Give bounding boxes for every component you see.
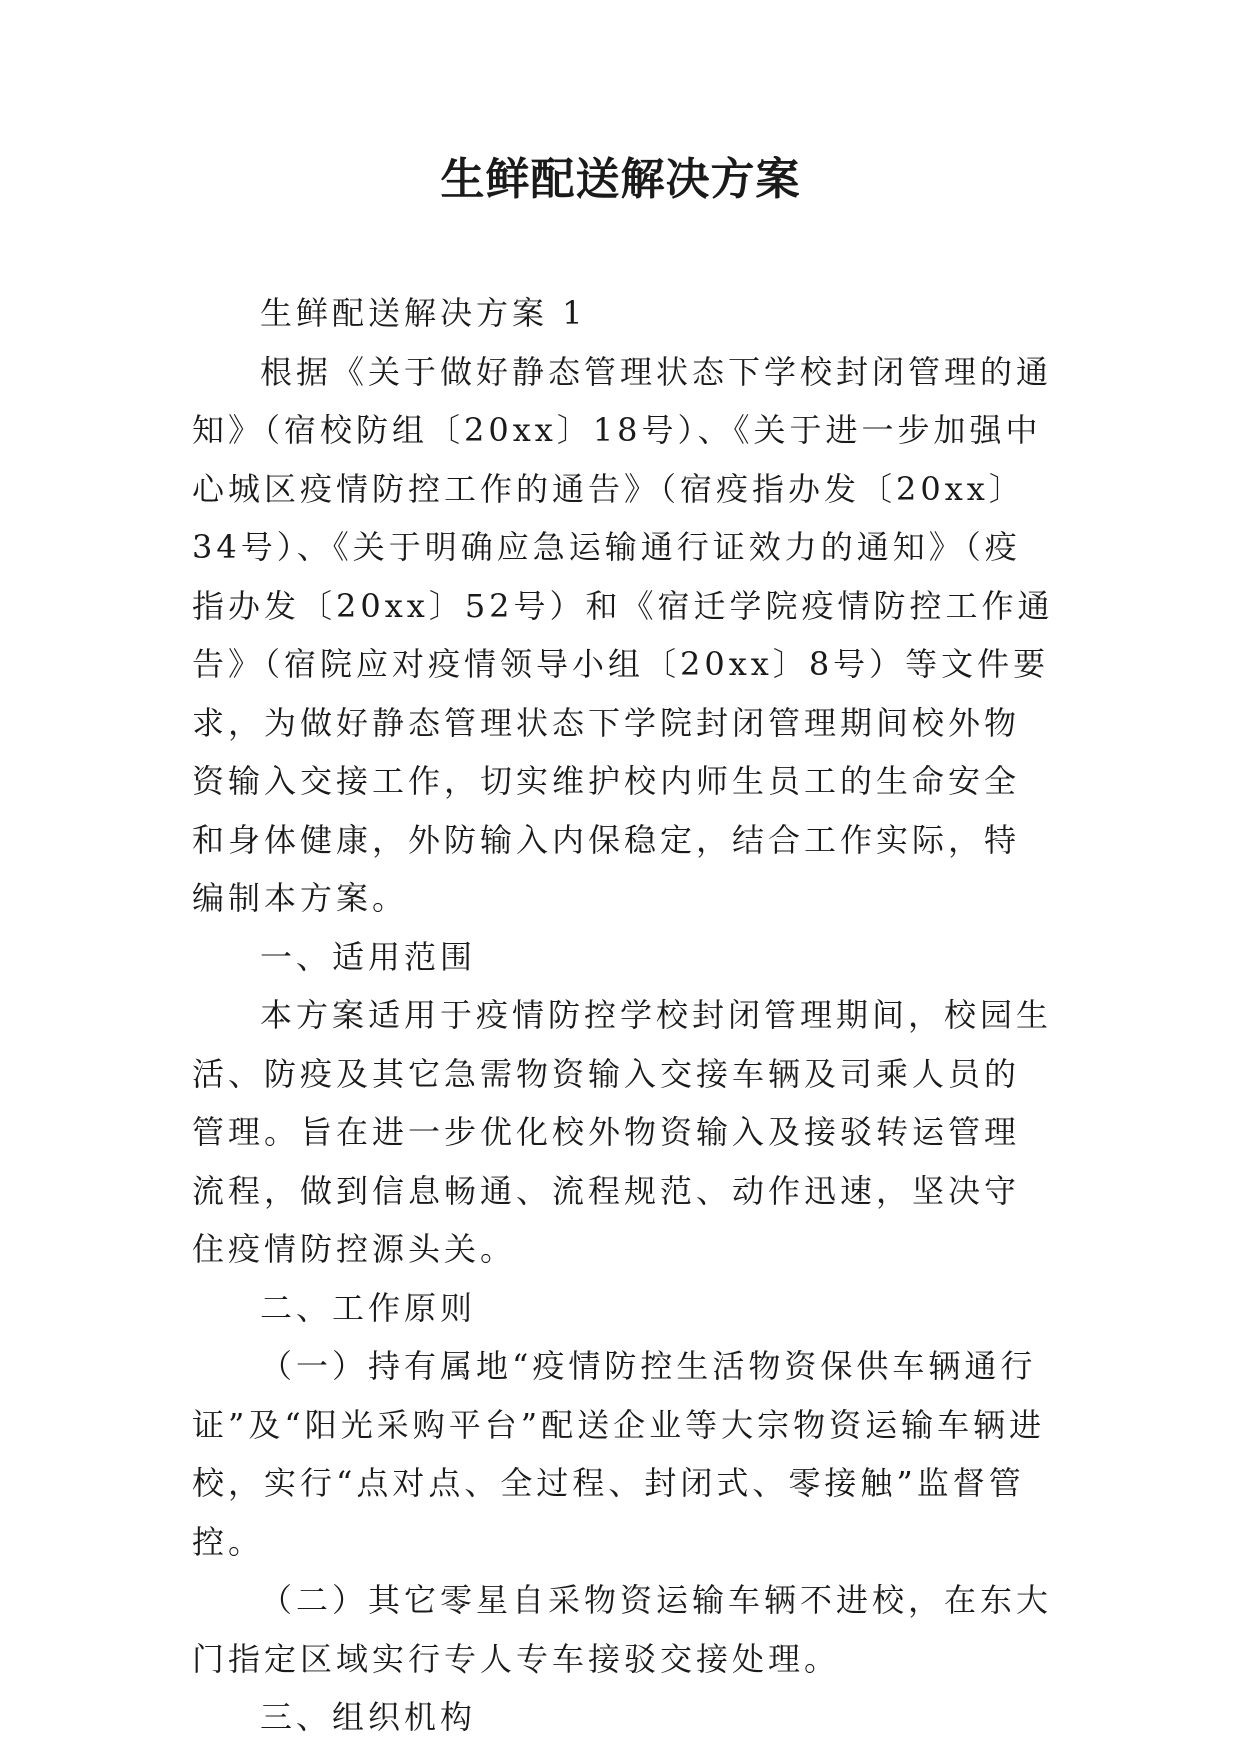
paragraph-principle-2: （二）其它零星自采物资运输车辆不进校，在东大门指定区域实行专人专车接驳交接处理。 [192, 1581, 1053, 1678]
paragraph-intro: 根据《关于做好静态管理状态下学校封闭管理的通知》（宿校防组〔20xx〕18号）、《关于进一步加强中心城区疫情防控工作的通告》（宿疫指办发〔20xx〕34号）、《关于明确应急运输通行证效力的通知》（疫指办发〔20xx〕52号）和《宿迁学院疫情防控工作通告》（宿院应对疫情领导小组〔20xx〕8号）等文件要求，为做好静态管理状态下学院封闭管理期间校外物资输入交接工作，切实维护校内师生员工的生命安全和身体健康，外防输入内保稳定，结合工作实际，特编制本方案。 [192, 352, 1054, 917]
paragraph-principle-1: （一）持有属地“疫情防控生活物资保供车辆通行证”及“阳光采购平台”配送企业等大宗物资运输车辆进校，实行“点对点、全过程、封闭式、零接触”监督管控。 [192, 1347, 1046, 1561]
document-body [192, 284, 1054, 1747]
section-subtitle: 生鲜配送解决方案 1 [260, 294, 587, 332]
document-title: 生鲜配送解决方案 [440, 154, 801, 205]
paragraph-scope: 本方案适用于疫情防控学校封闭管理期间，校园生活、防疫及其它急需物资输入交接车辆及司乘人员的管理。旨在进一步优化校外物资输入及接驳转运管理流程，做到信息畅通、流程规范、动作迅速，坚决守住疫情防控源头关。 [192, 996, 1053, 1268]
heading-principles: 二、工作原则 [260, 1288, 477, 1327]
heading-organization: 三、组织机构 [260, 1698, 477, 1736]
heading-scope: 一、适用范围 [260, 937, 477, 976]
